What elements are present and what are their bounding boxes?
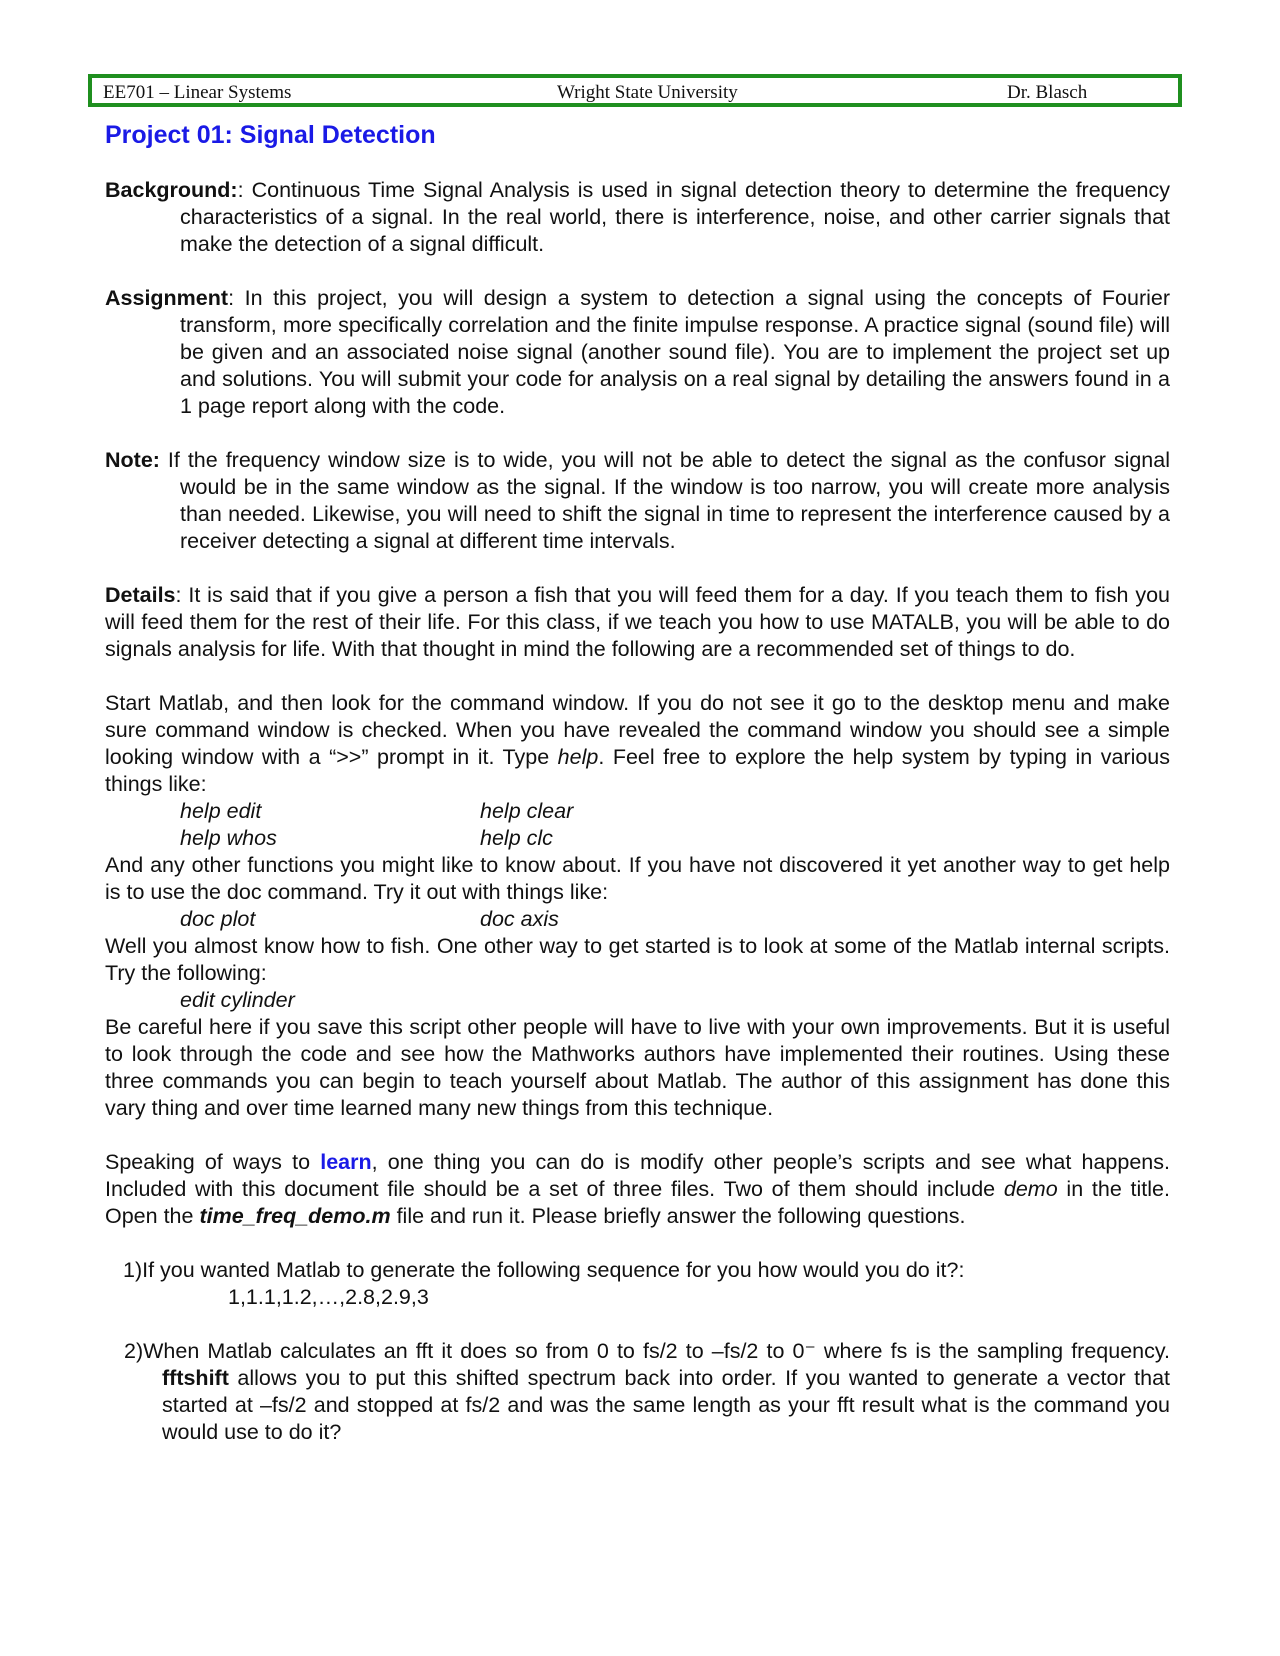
command-doc-axis: doc axis	[480, 907, 559, 931]
help-commands-row	[105, 798, 1170, 825]
doc-intro-paragraph: And any other functions you might like to know about. If you have not discovered it yet another way to get help is to use the doc command. Try it out with things like:	[105, 853, 1170, 904]
question-2	[105, 1338, 1170, 1446]
header-instructor: Dr. Blasch	[1007, 82, 1088, 103]
speaking-text-4: file and run it. Please briefly answer the following questions.	[390, 1204, 966, 1228]
page-header	[88, 74, 1182, 107]
doc-commands-row	[105, 906, 1170, 933]
command-help-clc: help clc	[480, 826, 553, 850]
question-1-sequence: 1,1.1,1.2,…,2.8,2.9,3	[228, 1285, 429, 1309]
header-course: EE701 – Linear Systems	[103, 82, 292, 103]
edit-command-row	[105, 987, 1170, 1014]
details-paragraph	[105, 582, 1170, 663]
demo-file-name: time_freq_demo.m	[199, 1204, 391, 1228]
note-text: If the frequency window size is to wide, you will not be able to detect the signal as the confusor signal would be in the same window as the signal. If the window is too narrow, you will create more analysis than needed. Likewise, you will need to shift the signal in time to represent the interference caused by a receiver detecting a signal at different time intervals.	[159, 448, 1170, 553]
fftshift-term: fftshift	[162, 1366, 229, 1390]
start-text-after: . Feel free to explore the help system by typing in various things like:	[105, 745, 1171, 796]
start-text-before: Start Matlab, and then look for the command window. If you do not see it go to the desktop menu and make sure command window is checked. When you have revealed the command window you should see a simple looking window with a “>>” prompt in it. Type	[105, 691, 1170, 769]
speaking-text-3: in the title. Open the	[105, 1177, 1170, 1228]
details-text: : It is said that if you give a person a fish that you will feed them for a day. If you teach them to fish you will feed them for the rest of their life. For this class, if we teach you how to use MATALB, you will be able to do signals analysis for life. With that thought in mind the following are a recommended set of things to do.	[105, 583, 1170, 661]
command-help-whos: help whos	[180, 826, 277, 850]
question-2-text-a: 2)When Matlab calculates an fft it does so from 0 to fs/2 to –fs/2 to 0⁻ where fs is the sampling frequency.	[124, 1339, 1170, 1363]
speaking-text-2: , one thing you can do is modify other people’s scripts and see what happens. Included with this document file should be a set of three files. Two of them should include	[105, 1150, 1170, 1201]
assignment-label: Assignment	[105, 286, 229, 310]
start-help-word: help	[557, 745, 599, 769]
note-paragraph	[105, 447, 1170, 555]
page-title: Project 01: Signal Detection	[105, 121, 436, 149]
background-label: Background:	[105, 178, 238, 202]
note-label: Note:	[105, 448, 160, 472]
command-help-clear: help clear	[480, 799, 574, 823]
assignment-text: : In this project, you will design a system to detection a signal using the concepts of Fourier transform, more specifically correlation and the finite impulse response. A practice signal (sound file) will be given and an associated noise signal (another sound file). You are to implement the project set up and solutions. You will submit your code for analysis on a real signal by detailing the answers found in a 1 page report along with the code.	[180, 286, 1170, 418]
header-university: Wright State University	[557, 82, 738, 103]
demo-word: demo	[1003, 1177, 1058, 1201]
speaking-paragraph	[105, 1149, 1170, 1230]
command-help-edit: help edit	[180, 799, 262, 823]
learn-link[interactable]: learn	[320, 1150, 372, 1174]
background-text: : Continuous Time Signal Analysis is used in signal detection theory to determine the frequency characteristics of a signal. In the real world, there is interference, noise, and other carrier signals that make the detection of a signal difficult.	[180, 178, 1170, 256]
question-2-text-b: allows you to put this shifted spectrum back into order. If you wanted to generate a vector that started at –fs/2 and stopped at fs/2 and was the same length as your fft result what is the command you would use to do it?	[162, 1366, 1170, 1444]
background-paragraph	[105, 177, 1170, 258]
details-label: Details	[105, 583, 176, 607]
command-doc-plot: doc plot	[180, 907, 256, 931]
question-1: 1)If you wanted Matlab to generate the following sequence for you how would you do it?:	[123, 1258, 965, 1282]
start-paragraph	[105, 690, 1170, 798]
command-edit-cylinder: edit cylinder	[180, 988, 295, 1012]
assignment-paragraph	[105, 285, 1170, 420]
help-commands-row	[105, 825, 1170, 852]
document-body	[105, 177, 1170, 1446]
speaking-text-1: Speaking of ways to	[105, 1150, 321, 1174]
careful-paragraph: Be careful here if you save this script other people will have to live with your own improvements. But it is useful to look through the code and see how the Mathworks authors have implemented their routines. Using these three commands you can begin to teach yourself about Matlab. The author of this assignment has done this vary thing and over time learned many new things from this technique.	[105, 1015, 1170, 1120]
fish-paragraph: Well you almost know how to fish. One other way to get started is to look at some of the Matlab internal scripts. Try the following:	[105, 934, 1170, 985]
